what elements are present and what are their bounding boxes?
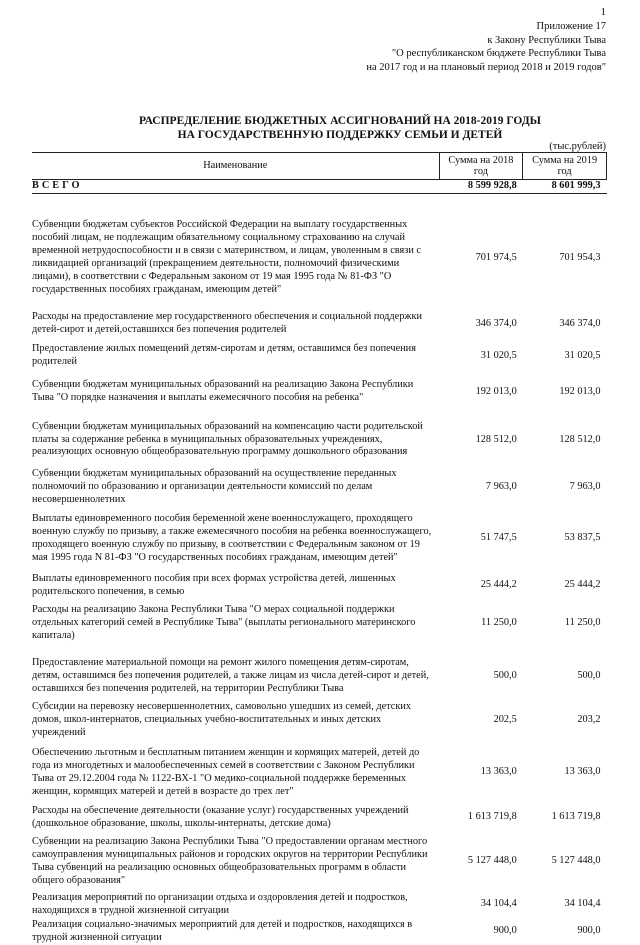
- spacer-cell: [32, 647, 607, 655]
- row-name: Предоставление материальной помощи на ремонт жилого помещения детям-сиротам, детям, оставшимся без попечения родителей, а также лицам из числа детей-сирот и детей, оставшихся без попечения родителей, на территории Республики Тыва: [32, 657, 429, 695]
- total-2019: 8 601 999,3: [523, 180, 607, 194]
- table-row: [32, 833, 607, 891]
- title-line-1: РАСПРЕДЕЛЕНИЕ БЮДЖЕТНЫХ АССИГНОВАНИЙ НА 2018-2019 ГОДЫ: [139, 115, 541, 127]
- row-name: Реализация мероприятий по организации отдыха и оздоровления детей и подростков, находящихся в трудной жизненной ситуации: [32, 891, 408, 916]
- row-amount-2019: 5 127 448,0: [551, 855, 601, 867]
- table-row: [32, 468, 607, 507]
- row-amount-2018: 500,0: [493, 670, 517, 682]
- row-name: Расходы на предоставление мер государственного обеспечения и социальной поддержки детей-сирот и детей,оставшихся без попечения родителей: [32, 311, 423, 335]
- row-amount-2018: 13 363,0: [480, 766, 517, 778]
- appendix-header: [276, 20, 606, 74]
- page-number: 1: [600, 6, 606, 18]
- row-amount-2019: 11 250,0: [564, 617, 601, 629]
- header-2018-line-2: год: [473, 166, 488, 177]
- total-2018: 8 599 928,8: [439, 180, 523, 194]
- table-row: [32, 340, 607, 372]
- row-amount-2018: 900,0: [493, 925, 517, 937]
- row-name: Субвенции бюджетам субъектов Российской Федерации на выплату государственных пособий лицам, не подлежащим обязательному социальному страхованию на случай временной нетрудоспособности и в связи с материнством, и лицам, уволенным в связи с ликвидацией организаций (прекращением деятельности, полномочий физическими лицами), в соответствии с Федеральным законом от 19 мая 1995 года № 81-ФЗ "О государственных пособиях гражданам, имеющим детей": [32, 219, 421, 295]
- header-2018-line-1: Сумма на 2018: [448, 154, 514, 166]
- row-amount-2018: 7 963,0: [485, 480, 517, 492]
- header-2018: [439, 153, 523, 180]
- row-amount-2019: 7 963,0: [569, 480, 601, 492]
- appendix-line-2: к Закону Республики Тыва: [487, 34, 606, 46]
- table-row: [32, 507, 607, 571]
- row-amount-2019: 1 613 719,8: [551, 811, 601, 823]
- row-name: Выплаты единовременного пособия беременной жене военнослужащего, проходящего военную службу по призыву, а также ежемесячного пособия на ребенка военнослужащего, проходящего военную службу по призыву, в соответствии с Федеральным законом от 19 мая 1995 года N 81-ФЗ "О государственных пособиях гражданам, имеющим детей": [32, 512, 432, 563]
- row-amount-2019: 31 020,5: [564, 349, 601, 361]
- spacer-row: [32, 647, 607, 655]
- row-amount-2018: 5 127 448,0: [467, 855, 517, 867]
- row-name: Субвенции бюджетам муниципальных образований на осуществление переданных полномочий по образованию и организации деятельности комиссий по делам несовершеннолетних: [32, 468, 397, 505]
- row-amount-2018: 346 374,0: [475, 317, 517, 329]
- table-header-row: [32, 153, 607, 180]
- row-amount-2019: 500,0: [577, 670, 601, 682]
- row-name: Обеспечению льготным и бесплатным питанием женщин и кормящих матерей, детей до года из многодетных и малообеспеченных семей в соответствии с Законом Республики Тыва от 29.12.2004 года № 1122-ВХ-1 "О медико-социальной поддержке беременных женщин, кормящих матерей и детей в возрасте до трех лет": [32, 746, 420, 797]
- row-amount-2018: 128 512,0: [475, 433, 517, 445]
- table-row: [32, 919, 607, 945]
- appendix-line-1: Приложение 17: [536, 21, 606, 32]
- table-body: [32, 180, 607, 945]
- row-amount-2019: 192 013,0: [559, 385, 601, 397]
- units-label: (тыс.рублей): [549, 141, 606, 152]
- total-label: ВСЕГО: [32, 180, 439, 194]
- row-amount-2018: 34 104,4: [480, 898, 517, 910]
- row-name: Субвенции бюджетам муниципальных образований на компенсацию части родительской платы за содержание ребенка в муниципальных образовательных учреждениях, реализующих основную общеобразовательную программу дошкольного образования: [32, 420, 423, 458]
- row-amount-2018: 202,5: [493, 714, 517, 726]
- row-amount-2019: 53 837,5: [564, 532, 601, 544]
- row-amount-2019: 34 104,4: [564, 898, 601, 910]
- table-row: [32, 743, 607, 803]
- row-amount-2019: 128 512,0: [559, 433, 601, 445]
- row-amount-2018: 25 444,2: [480, 579, 517, 591]
- row-name: Выплаты единовременного пособия при всех формах устройства детей, лишенных родительского попечения, в семью: [32, 572, 396, 597]
- row-amount-2018: 192 013,0: [475, 385, 517, 397]
- row-amount-2018: 31 020,5: [480, 349, 517, 361]
- row-amount-2019: 900,0: [577, 925, 601, 937]
- row-amount-2019: 701 954,3: [559, 251, 601, 263]
- row-amount-2019: 25 444,2: [564, 579, 601, 591]
- table-row: [32, 308, 607, 340]
- row-amount-2019: 203,2: [577, 714, 601, 726]
- budget-table: [32, 152, 607, 945]
- table-row: [32, 655, 607, 699]
- row-name: Субвенции бюджетам муниципальных образований на реализацию Закона Республики Тыва "О порядке назначения и выплаты ежемесячного пособия на ребенка": [32, 379, 414, 403]
- table-row: [32, 699, 607, 743]
- table-row: [32, 372, 607, 412]
- row-amount-2018: 11 250,0: [481, 617, 517, 629]
- spacer-row: [32, 194, 607, 209]
- row-name: Предоставление жилых помещений детям-сиротам и детям, оставшимся без попечения родителей: [32, 343, 416, 367]
- row-amount-2019: 13 363,0: [564, 766, 601, 778]
- row-amount-2018: 1 613 719,8: [467, 811, 517, 823]
- table-row: [32, 601, 607, 647]
- row-name: Субвенции на реализацию Закона Республики Тыва "О предоставлении органам местного самоуправления муниципальных районов и городских округов на территории Республики Тыва субвенций на реализацию основных общеобразовательных программ в области общего образования": [32, 835, 428, 886]
- header-2019-line-2: год: [557, 166, 572, 177]
- row-amount-2019: 346 374,0: [559, 317, 601, 329]
- row-amount-2018: 51 747,5: [480, 532, 517, 544]
- row-amount-2018: 701 974,5: [475, 251, 517, 263]
- document-title: [60, 114, 620, 142]
- header-name: Наименование: [32, 153, 439, 180]
- header-2019: [523, 153, 607, 180]
- row-name: Расходы на реализацию Закона Республики Тыва "О мерах социальной поддержки отдельных категорий семей в Республике Тыва" (выплаты регионального материнского капитала): [32, 604, 416, 642]
- header-2019-line-1: Сумма на 2019: [532, 154, 598, 166]
- row-name: Субсидии на перевозку несовершеннолетних, самовольно ушедших из семей, детских домов, школ-интернатов, специальных учебно-воспитательных и иных детских учреждений: [32, 701, 411, 739]
- title-line-2: НА ГОСУДАРСТВЕННУЮ ПОДДЕРЖКУ СЕМЬИ И ДЕТЕЙ: [177, 129, 503, 141]
- table-row: [32, 803, 607, 833]
- row-name: Расходы на обеспечение деятельности (оказание услуг) государственных учреждений (дошкольное образование, школы, школы-интернаты, детские дома): [32, 804, 409, 829]
- table-row: [32, 412, 607, 468]
- total-row: [32, 180, 607, 194]
- spacer-cell: [32, 194, 607, 209]
- appendix-line-3: "О республиканском бюджете Республики Тыва: [391, 48, 606, 60]
- appendix-line-4: на 2017 год и на плановый период 2018 и 2019 годов": [366, 61, 606, 73]
- table-row: [32, 571, 607, 601]
- table-row: [32, 208, 607, 308]
- row-name: Реализация социально-значимых мероприятий для детей и подростков, находящихся в трудной жизненной ситуации: [32, 918, 413, 943]
